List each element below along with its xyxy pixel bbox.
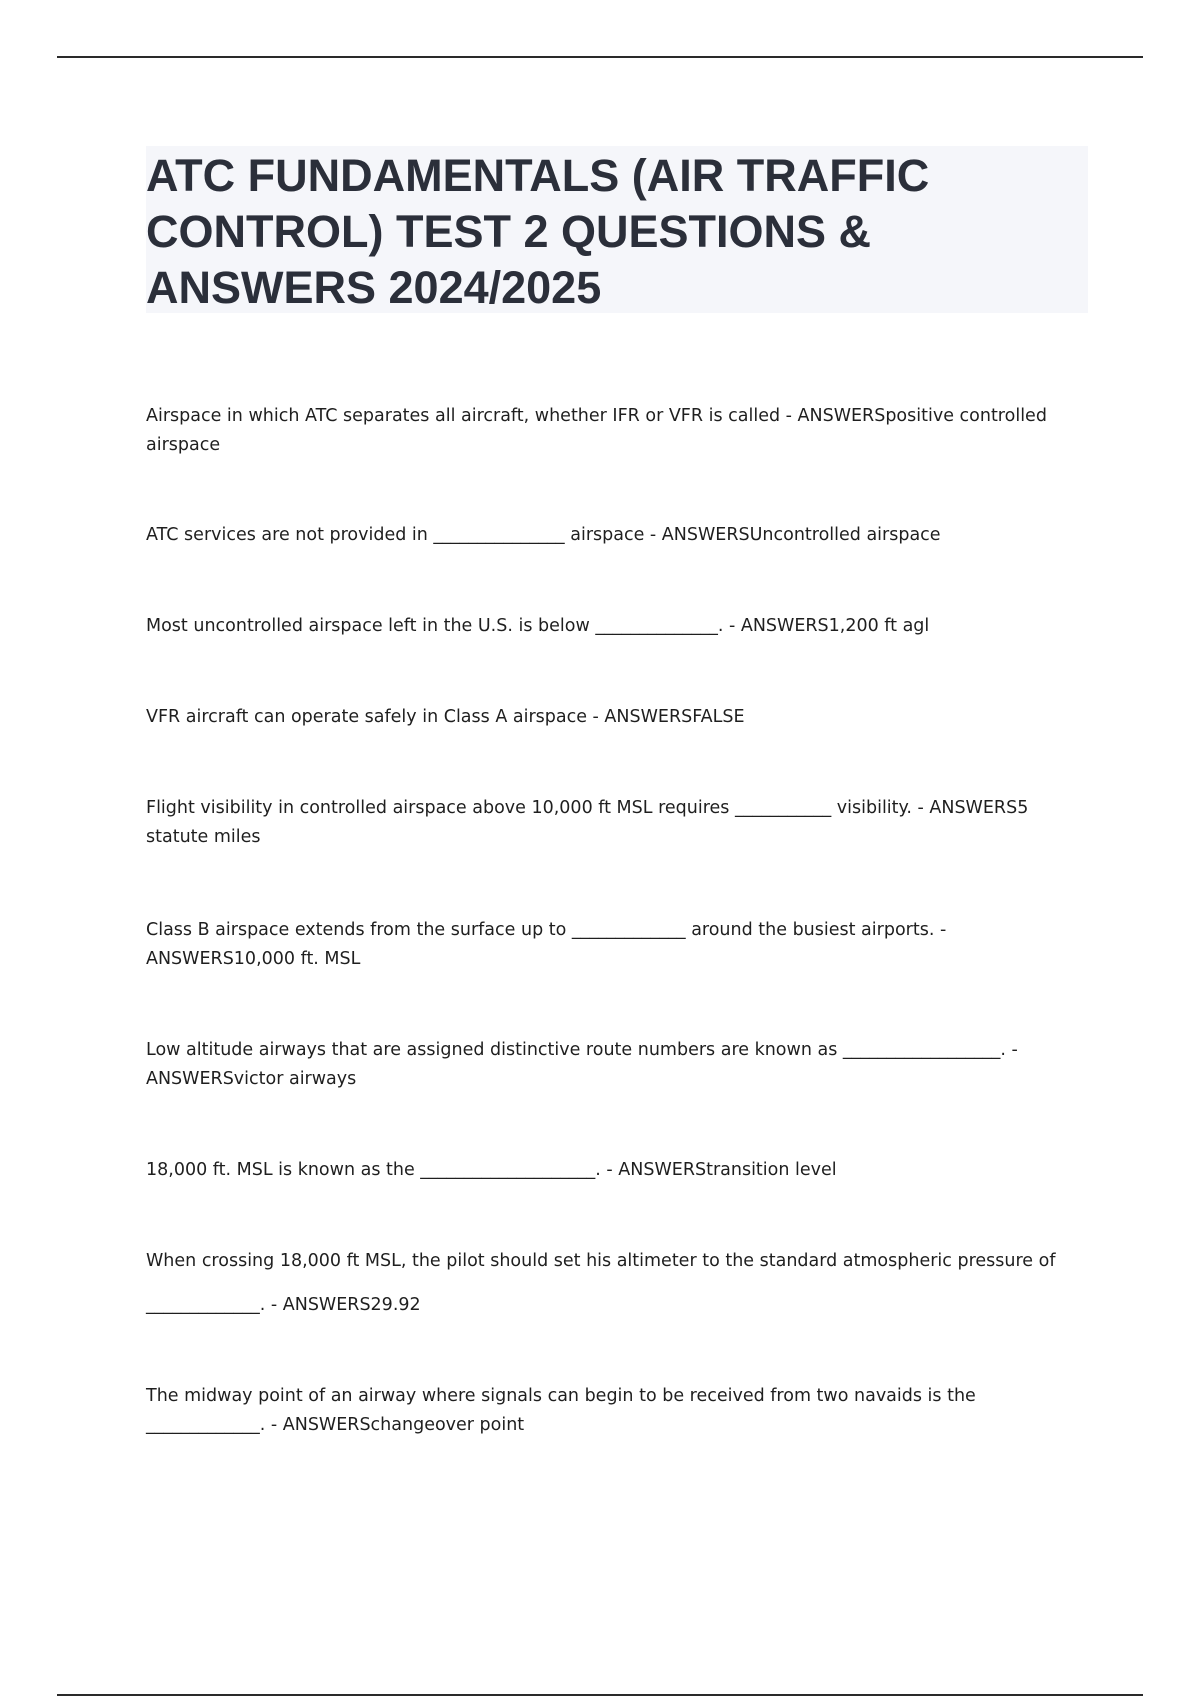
qa-item-1: Airspace in which ATC separates all aircraft, whether IFR or VFR is called - ANSWERSpositive controlled airspace bbox=[146, 406, 1047, 455]
qa-item-6: Class B airspace extends from the surface up to _____________ around the busiest airports. - ANSWERS10,000 ft. MSL bbox=[146, 920, 947, 969]
qa-item-8: 18,000 ft. MSL is known as the ____________________. - ANSWERStransition level bbox=[146, 1160, 837, 1180]
qa-item-2: ATC services are not provided in _______________ airspace - ANSWERSUncontrolled airspace bbox=[146, 525, 941, 545]
title-banner bbox=[146, 146, 1088, 313]
qa-item-7: Low altitude airways that are assigned distinctive route numbers are known as __________________. - ANSWERSvictor airways bbox=[146, 1040, 1018, 1089]
bottom-rule bbox=[57, 1694, 1143, 1696]
qa-item-10: The midway point of an airway where signals can begin to be received from two navaids is the _____________. - ANSWERSchangeover point bbox=[146, 1386, 976, 1435]
top-rule bbox=[57, 56, 1143, 58]
qa-item-4: VFR aircraft can operate safely in Class A airspace - ANSWERSFALSE bbox=[146, 707, 745, 727]
qa-item-5: Flight visibility in controlled airspace above 10,000 ft MSL requires ___________ visibility. - ANSWERS5 statute miles bbox=[146, 798, 1029, 847]
qa-item-9: When crossing 18,000 ft MSL, the pilot should set his altimeter to the standard atmospheric pressure of _____________. - ANSWERS29.92 bbox=[146, 1251, 1056, 1315]
document-title: ATC FUNDAMENTALS (AIR TRAFFIC CONTROL) TEST 2 QUESTIONS & ANSWERS 2024/2025 bbox=[146, 150, 930, 313]
qa-item-3: Most uncontrolled airspace left in the U.S. is below ______________. - ANSWERS1,200 ft agl bbox=[146, 616, 930, 636]
